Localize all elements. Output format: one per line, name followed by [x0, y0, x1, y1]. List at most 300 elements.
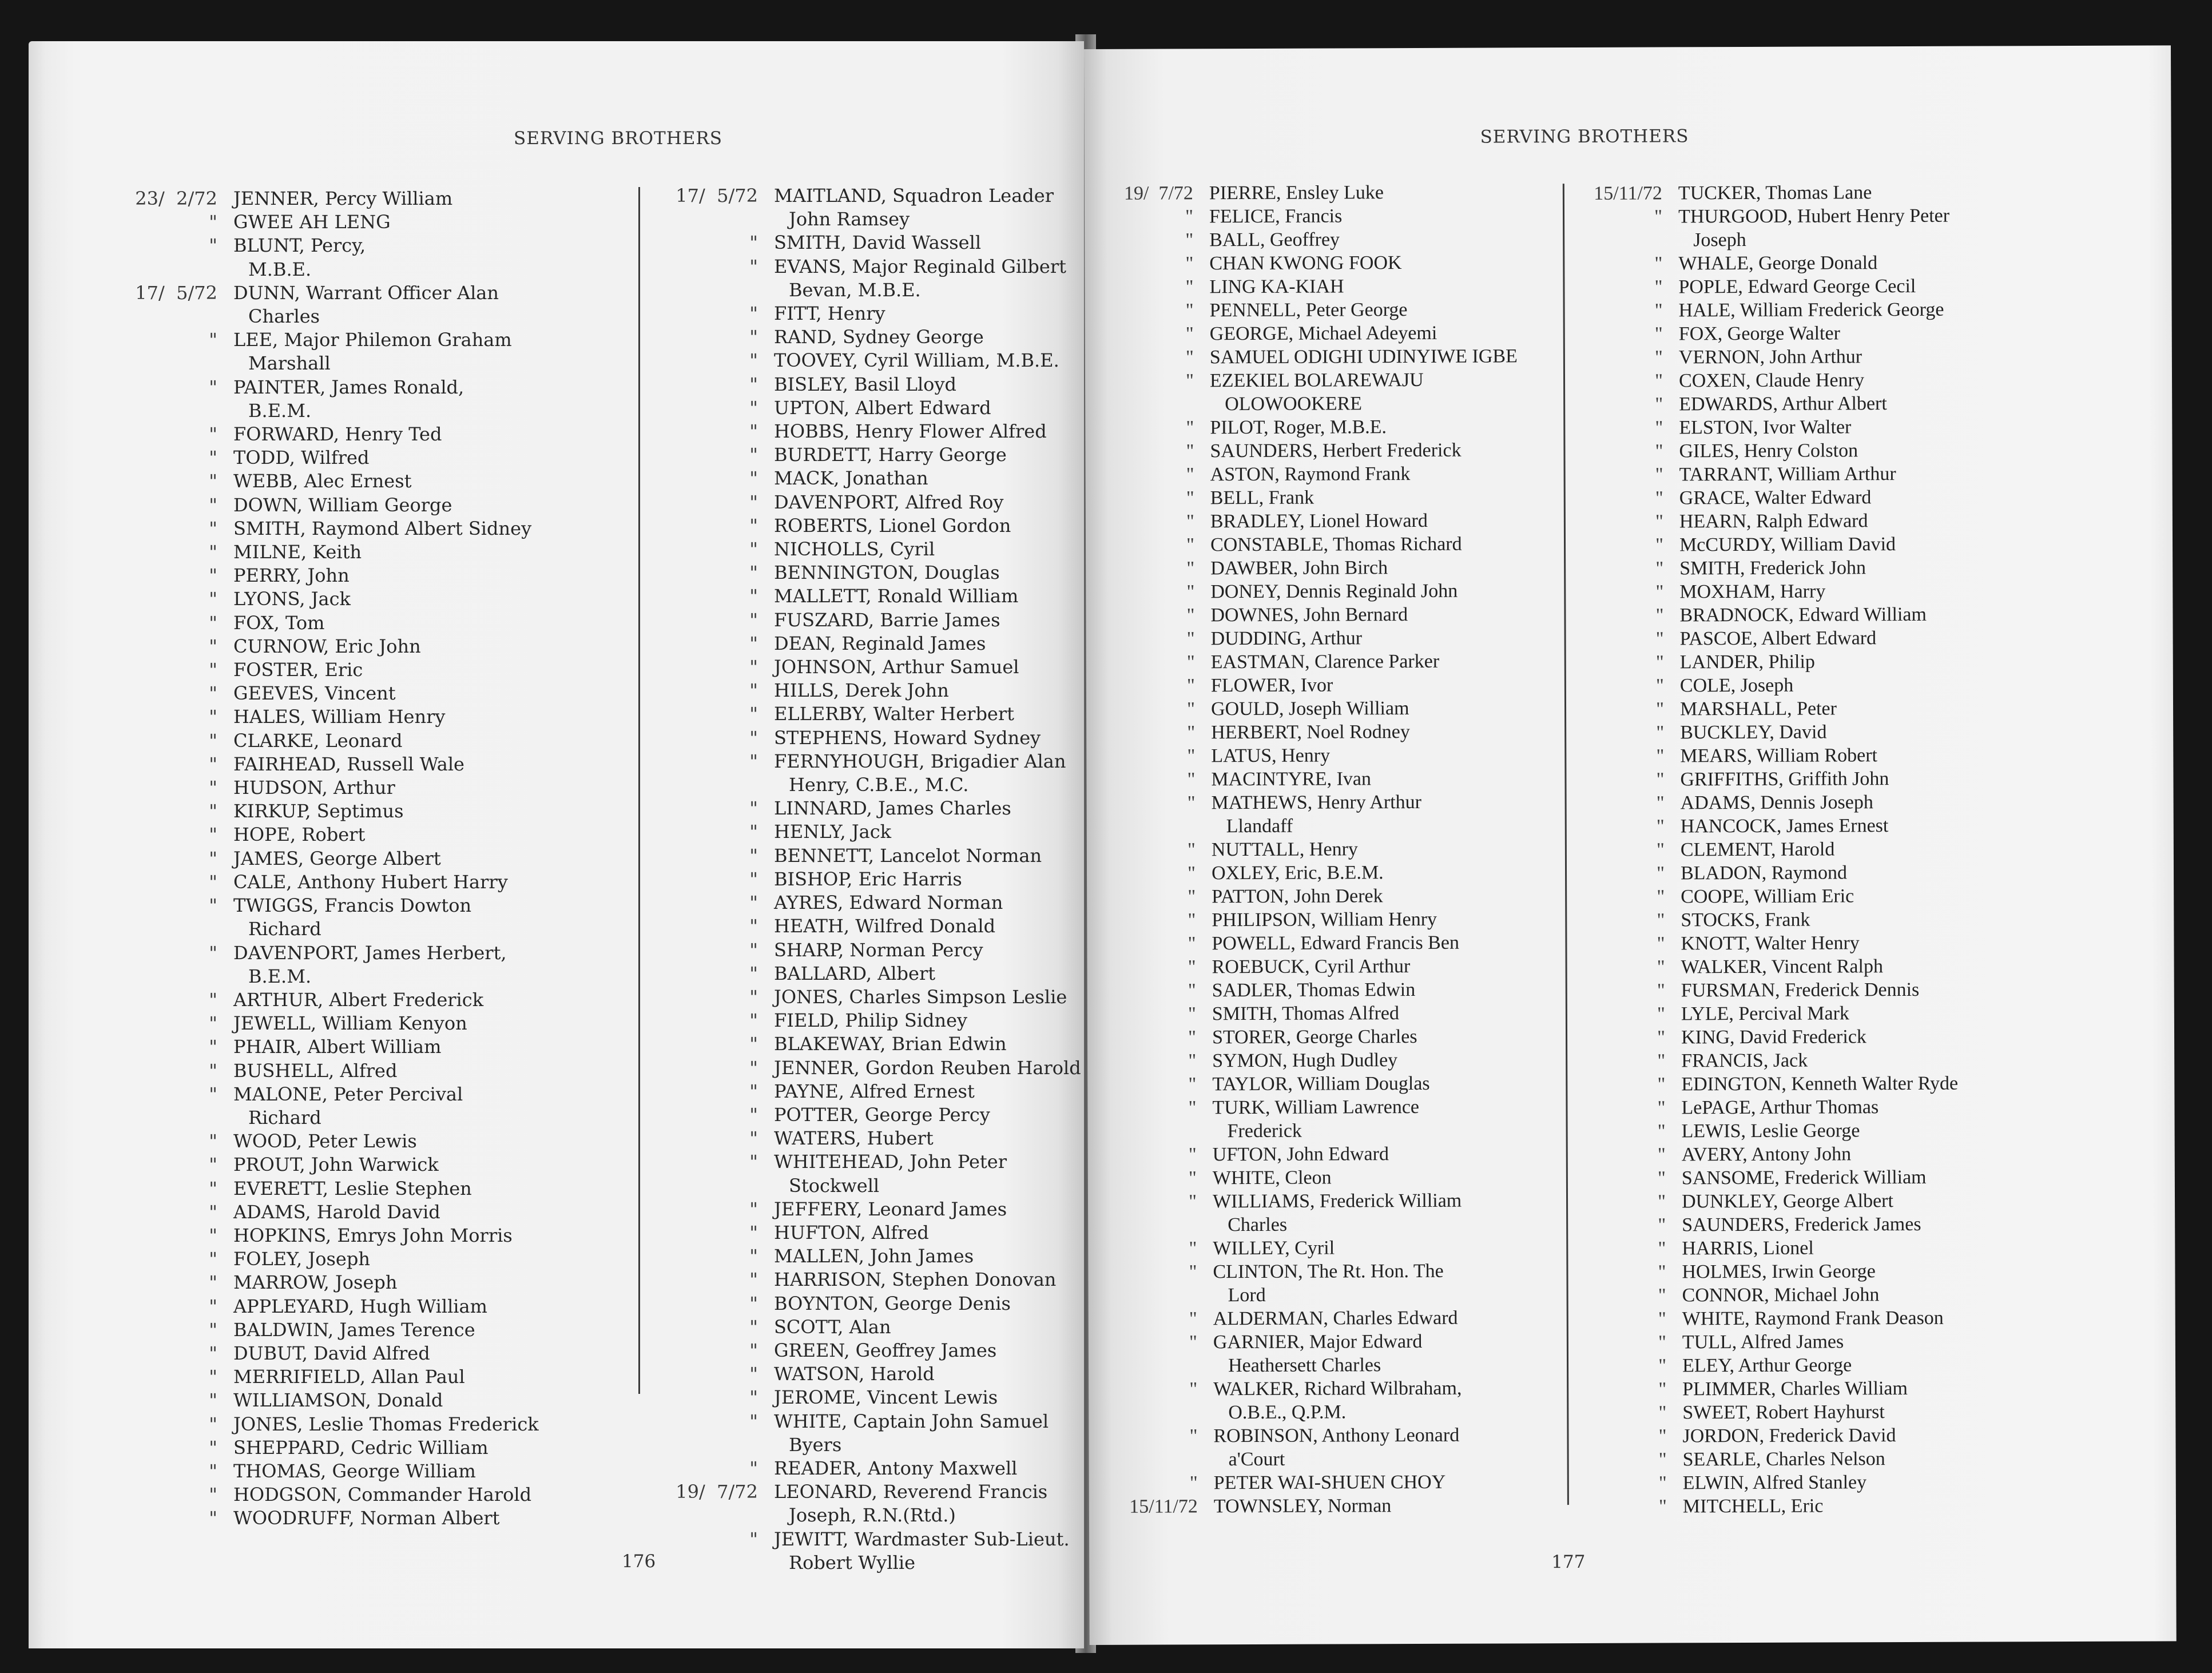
entry-date: " — [1655, 370, 1663, 392]
list-item — [1563, 555, 2112, 581]
list-item — [97, 988, 664, 1012]
list-item — [1105, 1259, 1574, 1308]
entry-name: PENNELL, Peter George — [1209, 299, 1408, 321]
list-item — [97, 1035, 664, 1059]
list-item — [97, 1177, 664, 1201]
entry-date: " — [209, 1318, 217, 1341]
entry-name: PATTON, John Derek — [1212, 885, 1383, 908]
entry-date: " — [1657, 1074, 1666, 1095]
entry-date: " — [1185, 229, 1194, 251]
entry-name: JEWELL, William Kenyon — [233, 1012, 467, 1035]
entry-date: " — [209, 729, 217, 752]
entry-name: SAMUEL ODIGHI UDINYIWE IGBE — [1209, 345, 1518, 368]
list-item — [638, 1386, 1084, 1409]
entry-date: " — [1658, 1449, 1667, 1471]
entry-name: LING KA-KIAH — [1209, 276, 1344, 298]
entry-name: FOX, George Walter — [1678, 323, 1840, 345]
list-item — [638, 750, 1084, 797]
entry-date: " — [1188, 886, 1196, 908]
entry-date: " — [749, 892, 758, 914]
entry-name: SADLER, Thomas Edwin — [1212, 979, 1416, 1002]
names-column — [1102, 180, 1575, 1519]
entry-name: READER, Antony Maxwell — [774, 1457, 1018, 1479]
entry-name: JEROME, Vincent Lewis — [774, 1386, 998, 1409]
entry-name: UPTON, Albert Edward — [774, 396, 991, 419]
entry-date: " — [1186, 651, 1195, 673]
entry-date: " — [1185, 206, 1194, 228]
entry-name: MARSHALL, Peter — [1679, 698, 1837, 720]
entry-name: GRACE, Walter Edward — [1679, 487, 1872, 509]
entry-date: " — [749, 844, 758, 867]
entry-date: " — [749, 444, 758, 466]
entry-name: DAVENPORT, Alfred Roy — [774, 491, 1004, 513]
entry-name: BLADON, Raymond — [1680, 862, 1847, 884]
entry-date: " — [1187, 698, 1196, 720]
entry-date: " — [1188, 1167, 1197, 1189]
list-item — [97, 1012, 664, 1035]
list-item — [1563, 579, 2112, 604]
entry-name: UFTON, John Edward — [1212, 1143, 1389, 1166]
list-item — [97, 847, 664, 871]
entry-date: " — [749, 656, 758, 678]
list-item — [1564, 860, 2114, 885]
entry-name: FAIRHEAD, Russell Wale — [233, 753, 464, 775]
entry-date: " — [1187, 722, 1196, 744]
list-item — [97, 776, 664, 800]
entry-date: " — [1189, 1472, 1198, 1494]
list-item — [1563, 485, 2112, 510]
list-item — [97, 1365, 664, 1389]
list-item — [97, 281, 664, 328]
entry-date: " — [209, 494, 217, 516]
entry-date: " — [749, 1103, 758, 1126]
entry-name: CLARKE, Leonard — [233, 729, 403, 752]
entry-name: DONEY, Dennis Reginald John — [1210, 580, 1458, 603]
entry-name: MATHEWS, Henry Arthur Llandaff — [1211, 791, 1422, 837]
list-item — [1102, 180, 1571, 205]
list-item — [638, 1268, 1084, 1291]
entry-name: SAUNDERS, Frederick James — [1682, 1213, 1921, 1236]
entry-date: " — [1654, 276, 1663, 298]
entry-name: WHITEHEAD, John Peter Stockwell — [774, 1151, 1013, 1197]
entry-date: " — [209, 941, 217, 964]
entry-date: " — [209, 1130, 217, 1153]
entry-date: " — [1188, 1074, 1197, 1095]
entry-date: " — [749, 303, 758, 325]
list-item — [97, 1153, 664, 1177]
list-item — [1102, 274, 1571, 299]
entry-name: SMITH, Frederick John — [1679, 557, 1867, 579]
list-item — [1105, 977, 1574, 1003]
entry-name: ASTON, Raymond Frank — [1210, 463, 1411, 486]
list-item — [1565, 977, 2114, 1003]
list-item — [638, 1150, 1084, 1197]
entry-name: MAITLAND, Squadron Leader John Ramsey — [774, 185, 1054, 231]
entry-name: SMITH, David Wassell — [774, 232, 982, 254]
entry-date: " — [1188, 1050, 1197, 1072]
list-item — [638, 1127, 1084, 1150]
entry-name: POPLE, Edward George Cecil — [1678, 275, 1916, 298]
list-item — [97, 611, 664, 635]
entry-date: " — [1185, 300, 1194, 321]
list-item — [1566, 1282, 2115, 1308]
entry-name: HENLY, Jack — [774, 821, 892, 843]
list-item — [97, 376, 664, 423]
list-item — [638, 1410, 1084, 1457]
entry-date: " — [209, 706, 217, 728]
entry-date: " — [1186, 370, 1194, 392]
entry-name: JONES, Charles Simpson Leslie — [774, 985, 1067, 1008]
list-item — [1566, 1306, 2115, 1331]
list-item — [1566, 1400, 2115, 1425]
list-item — [1563, 602, 2112, 627]
list-item — [1102, 438, 1571, 463]
list-item — [638, 1292, 1084, 1316]
entry-date: " — [1657, 1097, 1666, 1119]
entry-name: DUDDING, Arthur — [1210, 627, 1363, 650]
entry-name: SMITH, Raymond Albert Sidney — [233, 517, 532, 539]
entry-date: " — [1658, 1402, 1667, 1424]
entry-date: " — [749, 491, 758, 513]
names-column — [97, 187, 664, 1531]
entry-name: HARRISON, Stephen Donovan — [774, 1269, 1057, 1291]
entry-name: CALE, Anthony Hubert Harry — [233, 871, 508, 893]
entry-date: " — [749, 1316, 758, 1338]
entry-date: " — [209, 211, 217, 233]
list-item — [638, 1528, 1084, 1575]
list-item — [1564, 649, 2113, 674]
list-item — [1103, 626, 1572, 651]
entry-date: " — [1189, 1261, 1197, 1283]
list-item — [638, 255, 1084, 302]
entry-name: WHITE, Captain John Samuel Byers — [774, 1410, 1055, 1456]
list-item — [1564, 673, 2113, 698]
entry-date: " — [749, 939, 758, 961]
entry-name: LYLE, Percival Mark — [1681, 1003, 1849, 1025]
entry-date: " — [749, 1245, 758, 1267]
entry-date: " — [749, 703, 758, 725]
entry-name: HALES, William Henry — [233, 706, 446, 728]
list-item — [97, 800, 664, 823]
entry-name: PASCOE, Albert Edward — [1679, 627, 1877, 650]
entry-name: WOOD, Peter Lewis — [233, 1130, 417, 1153]
list-item — [1563, 532, 2112, 557]
entry-date: " — [749, 1127, 758, 1150]
entry-name: ROBERTS, Lionel Gordon — [774, 514, 1011, 537]
list-item — [1103, 602, 1572, 627]
entry-date: " — [209, 1012, 217, 1035]
list-item — [1103, 673, 1572, 698]
entry-date: " — [209, 541, 217, 563]
entry-name: BLAKEWAY, Brian Edwin — [774, 1033, 1007, 1055]
entry-date: 17/ 5/72 — [676, 185, 758, 206]
list-item — [97, 446, 664, 470]
entry-name: ELWIN, Alfred Stanley — [1682, 1472, 1867, 1494]
entry-date: " — [749, 585, 758, 607]
entry-name: TULL, Alfred James — [1682, 1331, 1844, 1353]
entry-date: " — [1657, 909, 1665, 931]
entry-name: STEPHENS, Howard Sydney — [774, 726, 1041, 749]
entry-name: CONNOR, Michael John — [1682, 1284, 1880, 1306]
entry-name: TARRANT, William Arthur — [1679, 463, 1896, 486]
entry-name: DUBUT, David Alfred — [233, 1342, 430, 1364]
entry-date: " — [209, 1413, 217, 1435]
list-item — [1105, 1142, 1574, 1167]
list-item — [1564, 696, 2113, 721]
entry-name: KING, David Frederick — [1681, 1026, 1867, 1048]
entry-date: " — [1655, 464, 1663, 486]
entry-date: " — [1657, 886, 1665, 908]
entry-date: " — [209, 1177, 217, 1199]
list-item — [1104, 884, 1573, 909]
list-item — [97, 234, 664, 281]
entry-date: " — [1187, 769, 1196, 790]
entry-name: AYRES, Edward Norman — [774, 892, 1003, 914]
list-item — [1563, 368, 2112, 393]
entry-date: " — [749, 868, 758, 890]
list-item — [97, 494, 664, 517]
entry-name: STORER, George Charles — [1212, 1026, 1417, 1048]
entry-name: ELSTON, Ivor Walter — [1679, 416, 1852, 439]
list-item — [638, 820, 1084, 844]
list-item — [1103, 462, 1572, 487]
entry-name: TUCKER, Thomas Lane — [1678, 182, 1872, 204]
names-column — [638, 184, 1084, 1575]
list-item — [638, 1480, 1084, 1527]
list-item — [1105, 1235, 1574, 1261]
entry-name: DAWBER, John Birch — [1210, 557, 1388, 579]
entry-date: " — [749, 1410, 758, 1432]
list-item — [1566, 1376, 2115, 1401]
entry-date: " — [1186, 675, 1195, 697]
entry-name: WATSON, Harold — [774, 1363, 935, 1385]
list-item — [638, 1362, 1084, 1386]
entry-date: " — [749, 514, 758, 537]
list-item — [1103, 766, 1572, 792]
entry-name: SWEET, Robert Hayhurst — [1682, 1401, 1885, 1424]
entry-date: " — [1655, 675, 1664, 697]
entry-name: JEFFERY, Leonard James — [774, 1198, 1007, 1220]
list-item — [638, 585, 1084, 608]
entry-name: DAVENPORT, James Herbert, B.E.M. — [233, 941, 507, 987]
entry-date: " — [1655, 628, 1664, 650]
entry-date: " — [1186, 605, 1195, 626]
entry-name: WEBB, Alec Ernest — [233, 470, 412, 492]
entry-date: " — [749, 349, 758, 372]
entry-name: BALLARD, Albert — [774, 962, 936, 984]
entry-name: HOLMES, Irwin George — [1682, 1261, 1876, 1283]
entry-date: " — [209, 1271, 217, 1294]
list-item — [1105, 1001, 1574, 1026]
entry-date: " — [209, 588, 217, 610]
entry-date: " — [209, 235, 217, 257]
list-item — [638, 1198, 1084, 1221]
list-item — [1105, 1024, 1574, 1050]
list-item — [1563, 344, 2112, 369]
entry-date: " — [1186, 511, 1194, 533]
entry-date: " — [749, 632, 758, 654]
list-item — [638, 985, 1084, 1009]
list-item — [1562, 204, 2111, 252]
entry-name: PROUT, John Warwick — [233, 1154, 439, 1176]
entry-name: SANSOME, Frederick William — [1681, 1166, 1927, 1189]
list-item — [638, 1103, 1084, 1127]
entry-date: " — [1658, 1308, 1666, 1330]
list-item — [638, 514, 1084, 538]
entry-date: " — [1655, 581, 1664, 603]
entry-name: JENNER, Percy William — [233, 188, 453, 209]
entry-name: STOCKS, Frank — [1681, 909, 1810, 931]
entry-name: HOPE, Robert — [233, 824, 366, 846]
entry-name: POTTER, George Percy — [774, 1103, 990, 1126]
list-item — [97, 1201, 664, 1224]
list-item — [97, 823, 664, 847]
list-item — [97, 587, 664, 611]
entry-date: " — [209, 777, 217, 799]
list-item — [1567, 1447, 2116, 1472]
entry-date: " — [749, 1339, 758, 1361]
entry-name: ROBINSON, Anthony Leonard a'Court — [1213, 1424, 1460, 1471]
list-item — [1102, 344, 1571, 369]
entry-name: BENNETT, Lancelot Norman — [774, 844, 1042, 867]
list-item — [97, 1271, 664, 1294]
list-item — [1564, 743, 2113, 768]
entry-name: HOBBS, Henry Flower Alfred — [774, 420, 1047, 443]
entry-name: BURDETT, Harry George — [774, 444, 1007, 466]
list-item — [1102, 368, 1571, 416]
entry-name: MERRIFIELD, Allan Paul — [233, 1366, 465, 1388]
entry-date: " — [1655, 605, 1664, 626]
list-item — [97, 1247, 664, 1271]
entry-name: TAYLOR, William Douglas — [1212, 1072, 1430, 1095]
entry-name: DOWNES, John Bernard — [1210, 604, 1408, 626]
entry-date: " — [749, 326, 758, 348]
entry-name: BLUNT, Percy, M.B.E. — [233, 235, 366, 280]
list-item — [1565, 1001, 2114, 1026]
list-item — [1567, 1493, 2116, 1519]
list-item — [1566, 1189, 2115, 1214]
entry-date: " — [1655, 511, 1663, 533]
entry-name: HERBERT, Noel Rodney — [1211, 721, 1410, 744]
entry-name: FITT, Henry — [774, 303, 885, 325]
list-item — [1103, 743, 1572, 768]
entry-date: 15/11/72 — [1594, 182, 1662, 204]
entry-date: " — [1187, 839, 1196, 861]
list-item — [97, 1059, 664, 1083]
entry-name: CHAN KWONG FOOK — [1209, 252, 1402, 275]
entry-date: " — [209, 1083, 217, 1105]
entry-date: " — [749, 1151, 758, 1173]
entry-date: " — [749, 255, 758, 277]
entry-date: " — [1658, 1238, 1666, 1259]
entry-name: DUNN, Warrant Officer Alan Charles — [233, 281, 499, 328]
entry-name: EDWARDS, Arthur Albert — [1679, 393, 1887, 415]
list-item — [97, 328, 664, 375]
list-item — [1565, 954, 2114, 979]
entry-date: " — [1656, 769, 1665, 790]
entry-date: " — [1657, 1144, 1666, 1166]
entry-date: " — [209, 329, 217, 351]
list-item — [638, 1009, 1084, 1032]
entry-name: WHALE, George Donald — [1678, 252, 1878, 275]
entry-name: FOX, Tom — [233, 611, 325, 634]
entry-date: " — [209, 447, 217, 469]
list-item — [1103, 720, 1572, 745]
list-item — [1106, 1306, 1575, 1331]
list-item — [638, 184, 1084, 231]
list-item — [1105, 1095, 1574, 1143]
list-item — [1563, 415, 2112, 440]
entry-date: " — [1188, 863, 1196, 884]
entry-name: DEAN, Reginald James — [774, 632, 986, 654]
entry-date: " — [749, 1269, 758, 1291]
list-item — [1563, 321, 2112, 346]
list-item — [1564, 884, 2114, 909]
entry-name: MACINTYRE, Ivan — [1211, 768, 1372, 790]
list-item — [638, 373, 1084, 396]
entry-date: " — [209, 1484, 217, 1506]
entry-name: WILLEY, Cyril — [1213, 1237, 1335, 1259]
entry-name: WHITE, Cleon — [1212, 1167, 1332, 1189]
entry-name: HOPKINS, Emrys John Morris — [233, 1224, 513, 1246]
entry-date: " — [1656, 745, 1665, 767]
list-item — [97, 753, 664, 776]
list-item — [638, 702, 1084, 726]
entry-name: MALLEN, John James — [774, 1245, 974, 1267]
page-number: 177 — [1551, 1551, 1586, 1573]
entry-date: 17/ 5/72 — [135, 281, 217, 304]
list-item — [1565, 1095, 2114, 1120]
entry-date: " — [1188, 1003, 1196, 1025]
entry-date: " — [1654, 323, 1663, 345]
list-item — [97, 894, 664, 941]
list-item — [1563, 438, 2112, 463]
list-item — [1566, 1235, 2115, 1261]
entry-date: " — [1655, 558, 1664, 579]
entry-name: SMITH, Thomas Alfred — [1212, 1003, 1400, 1025]
entry-name: FIELD, Philip Sidney — [774, 1010, 968, 1032]
entry-date: 15/11/72 — [1129, 1496, 1198, 1517]
entry-name: CLEMENT, Harold — [1680, 839, 1835, 861]
entry-date: " — [209, 423, 217, 446]
entry-name: FURSMAN, Frederick Dennis — [1681, 979, 1920, 1002]
list-item — [1102, 321, 1571, 346]
entry-name: GEORGE, Michael Adeyemi — [1209, 322, 1437, 345]
entry-date: " — [749, 467, 758, 490]
list-item — [1563, 297, 2112, 323]
entry-date: " — [1654, 300, 1663, 321]
list-item — [97, 1295, 664, 1318]
list-item — [1106, 1376, 1575, 1425]
entry-name: EASTMAN, Clarence Parker — [1210, 650, 1440, 673]
entry-name: LEWIS, Leslie George — [1681, 1120, 1860, 1142]
entry-date: " — [749, 679, 758, 702]
entry-date: " — [209, 1154, 217, 1176]
entry-name: WALKER, Vincent Ralph — [1681, 956, 1884, 978]
entry-name: TOOVEY, Cyril William, M.B.E. — [774, 349, 1059, 372]
list-item — [638, 1316, 1084, 1339]
entry-name: BUSHELL, Alfred — [233, 1059, 398, 1082]
list-item — [1105, 954, 1574, 979]
list-item — [1102, 415, 1571, 440]
names-column — [1562, 180, 2116, 1519]
list-item — [638, 561, 1084, 585]
list-item — [638, 538, 1084, 561]
entry-date: " — [1657, 1050, 1666, 1072]
entry-date: " — [209, 1460, 217, 1482]
entry-date: " — [209, 753, 217, 775]
entry-date: " — [749, 1528, 758, 1550]
